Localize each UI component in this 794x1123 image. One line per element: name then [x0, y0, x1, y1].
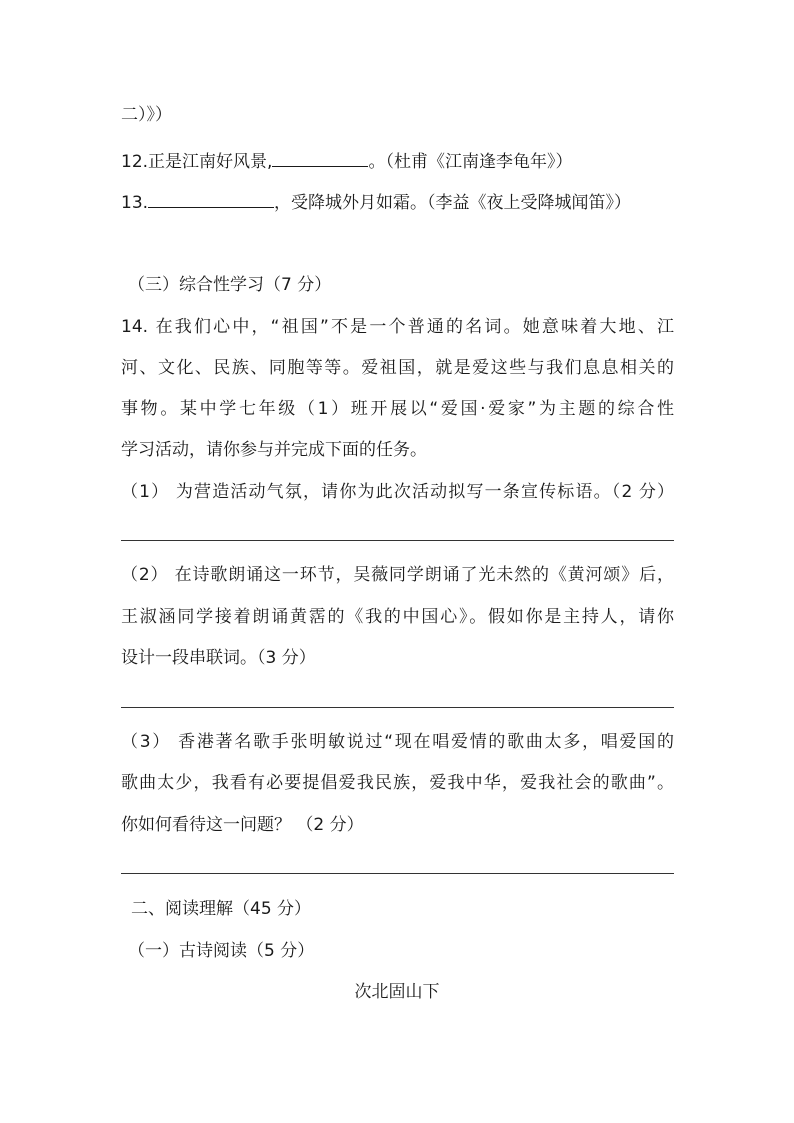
question-13-suffix: ，受降城外月如霜。（李益《夜上受降城闻笛》） [274, 193, 632, 213]
answer-line[interactable] [121, 540, 674, 541]
paragraph-line: 事物。某中学七年级（1）班开展以“爱国·爱家”为主题的综合性 [121, 399, 674, 419]
task-3-line: 歌曲太少，我看有必要提倡爱我民族，爱我中华，爱我社会的歌曲”。 [121, 773, 674, 793]
task-3: （3） 香港著名歌手张明敏说过“现在唱爱情的歌曲太多，唱爱国的 [121, 732, 674, 752]
question-13 [121, 191, 631, 214]
answer-line[interactable] [121, 707, 674, 708]
paragraph-line: 14. 在我们心中，“祖国”不是一个普通的名词。她意味着大地、江 [121, 317, 674, 337]
question-12 [121, 150, 572, 173]
answer-line[interactable] [121, 873, 674, 874]
subsection-heading: （一）古诗阅读（5 分） [128, 941, 315, 961]
section-heading: （三）综合性学习（7 分） [128, 275, 332, 295]
paragraph-line: 河、文化、民族、同胞等等。爱祖国，就是爱这些与我们息息相关的 [121, 358, 674, 378]
part-heading: 二、阅读理解（45 分） [131, 899, 312, 919]
task-2: （2） 在诗歌朗诵这一环节，吴薇同学朗诵了光未然的《黄河颂》后， [121, 565, 674, 585]
question-12-suffix: 。（杜甫《江南逢李龟年》） [368, 152, 573, 172]
answer-blank[interactable] [272, 150, 368, 167]
task-3-line: 你如何看待这一问题？ （2 分） [121, 815, 364, 835]
question-13-prefix: 13. [121, 193, 149, 213]
answer-blank[interactable] [148, 191, 274, 208]
poem-title: 次北固山下 [354, 982, 440, 1002]
task-1: （1） 为营造活动气氛，请你为此次活动拟写一条宣传标语。（2 分） [121, 482, 674, 502]
question-12-prefix: 12.正是江南好风景, [121, 152, 273, 172]
text-line: 二）》） [121, 105, 172, 125]
task-2-line: 设计一段串联词。（3 分） [121, 648, 316, 668]
paragraph-line: 学习活动，请你参与并完成下面的任务。 [121, 440, 427, 460]
task-2-line: 王淑涵同学接着朗诵黄霑的《我的中国心》。假如你是主持人，请你 [121, 607, 674, 627]
